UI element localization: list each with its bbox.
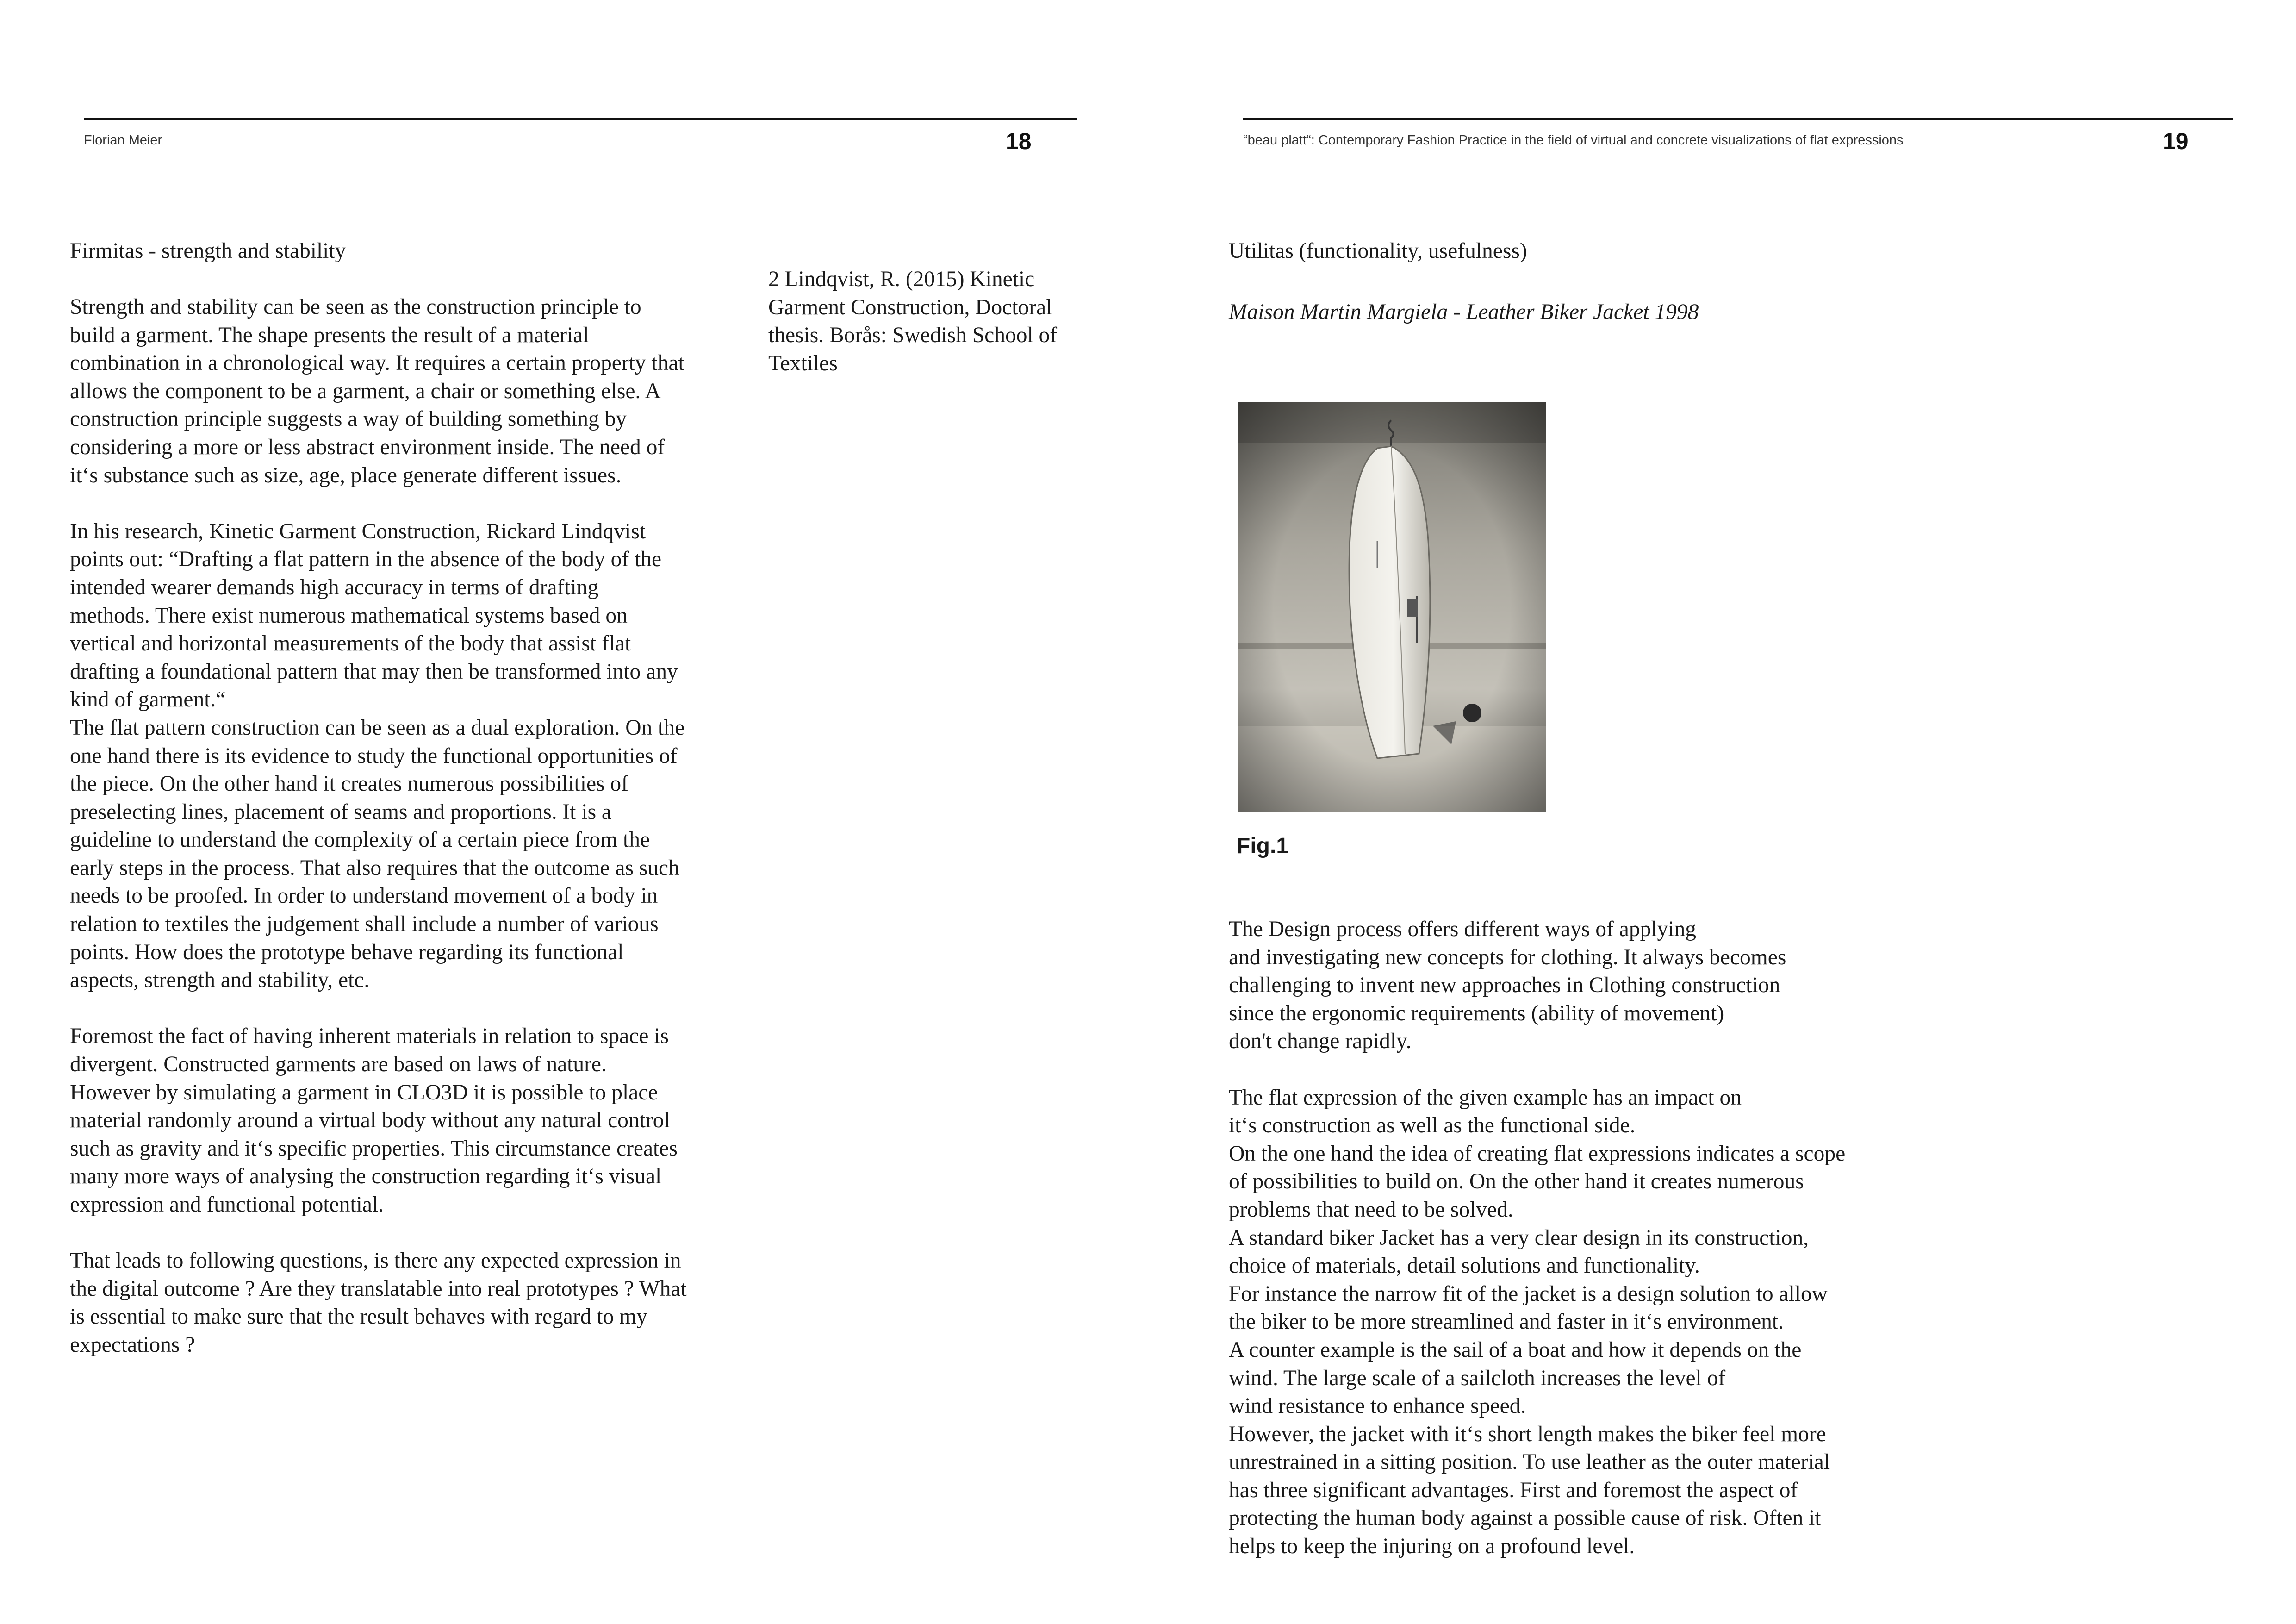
page-number-right: 19 (2163, 128, 2189, 154)
footnote: 2 Lindqvist, R. (2015) Kinetic Garment Construction, Doctoral thesis. Borås: Swedish School of Textiles (768, 267, 1058, 375)
right-body-text (1229, 915, 2062, 1561)
running-title: “beau platt“: Contemporary Fashion Practice in the field of virtual and concrete visualizations of flat expressions (1243, 133, 1904, 148)
section-heading-firmitas: Firmitas - strength and stability (70, 239, 346, 263)
section-heading-utilitas: Utilitas (functionality, usefulness) (1229, 239, 1527, 263)
figure-caption: Fig.1 (1237, 834, 1289, 858)
paragraph: The flat expression of the given example has an impact on it‘s construction as well as the functional side. On the one hand the idea of creating flat expressions indicates a scope of possibilities to build on. On the other hand it creates numerous problems that need to be solved. A standard biker Jacket has a very clear design in its construction, choice of materials, detail solutions and functionality. For instance the narrow fit of the jacket is a design solution to allow the biker to be more streamlined and faster in it‘s environment. A counter example is the sail of a boat and how it depends on the wind. The large scale of a sailcloth increases the level of wind resistance to enhance speed. However, the jacket with it‘s short length makes the biker feel more unrestrained in a sitting position. To use leather as the outer material has three significant advantages. First and foremost the aspect of protecting the human body against a possible cause of risk. Often it helps to keep the injuring on a profound level. (1229, 1085, 1846, 1559)
page-number-left: 18 (1006, 128, 1032, 154)
author-name: Florian Meier (84, 133, 162, 148)
jacket-photo (1238, 402, 1546, 812)
right-header-rule (1243, 118, 2233, 120)
paragraph: The Design process offers different ways of applying and investigating new concepts for clothing. It always becomes challenging to invent new approaches in Clothing construction since the ergonomic requirements (ability of movement) don't change rapidly. (1229, 917, 1786, 1054)
paragraph: Strength and stability can be seen as the construction principle to build a garment. The shape presents the result of a material combination in a chronological way. It requires a certain property that allows the component to be a garment, a chair or something else. A construction principle suggests a way of building something by considering a more or less abstract environment inside. The need of it‘s substance such as size, age, place generate different issues. (70, 295, 684, 487)
paragraph: In his research, Kinetic Garment Construction, Rickard Lindqvist points out: “Drafting a flat pattern in the absence of the body of the intended wearer demands high accuracy in terms of drafting methods. There exist numerous mathematical systems based on vertical and horizontal measurements of the body that assist flat drafting a foundational pattern that may then be transformed into any kind of garment.“ The flat pattern construction can be seen as a dual exploration. On the one hand there is its evidence to study the functional opportunities of the piece. On the other hand it creates numerous possibilities of preselecting lines, placement of seams and proportions. It is a guideline to understand the complexity of a certain piece from the early steps in the process. That also requires that the outcome as such needs to be proofed. In order to understand movement of a body in relation to textiles the judgement shall include a number of various points. How does the prototype behave regarding its functional aspects, strength and stability, etc. (70, 519, 685, 993)
figure-subheading: Maison Martin Margiela - Leather Biker Jacket 1998 (1229, 300, 1699, 324)
left-body-text (70, 293, 736, 1359)
paragraph: Foremost the fact of having inherent materials in relation to space is divergent. Constructed garments are based on laws of nature. However by simulating a garment in CLO3D it is possible to place material randomly around a virtual body without any natural control such as gravity and it‘s specific properties. This circumstance creates many more ways of analysing the construction regarding it‘s visual expression and functional potential. (70, 1024, 678, 1217)
left-header-rule (84, 118, 1077, 120)
paragraph: That leads to following questions, is there any expected expression in the digital outcome ? Are they translatable into real prototypes ? What is essential to make sure that the result behaves with regard to my expectations ? (70, 1249, 687, 1357)
